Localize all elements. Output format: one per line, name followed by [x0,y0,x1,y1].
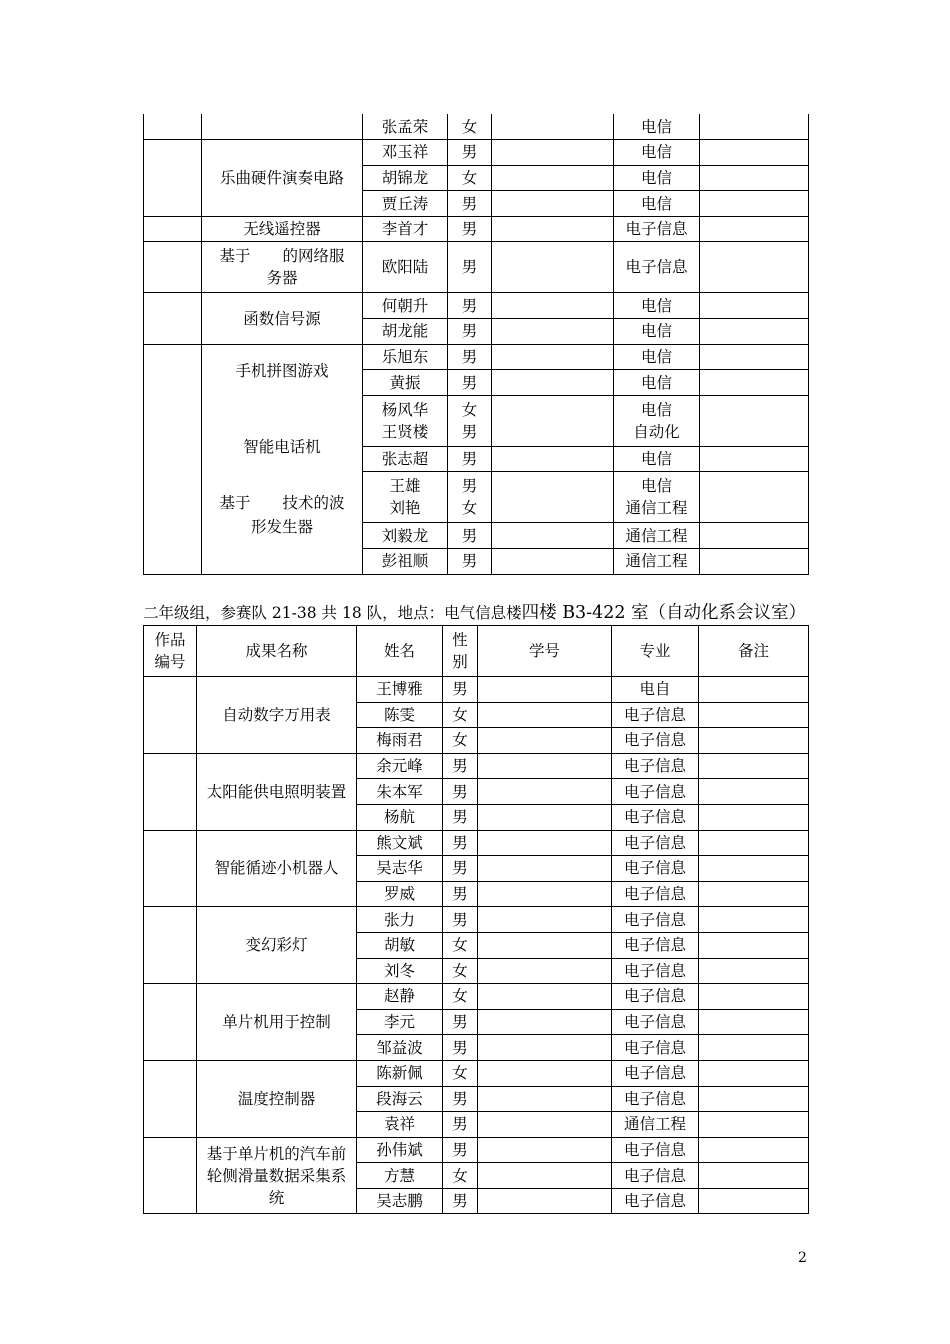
note-cell [699,1060,809,1086]
member-major: 电子信息 [614,216,700,242]
member-major: 电信 [614,319,700,345]
note-cell [699,1009,809,1035]
student-id-cell [492,549,614,575]
work-title: 函数信号源 [202,293,363,344]
member-gender-line: 男 [461,422,478,441]
member-major: 电信 [614,446,700,472]
member-gender: 男 [443,1086,478,1112]
table-row [144,216,809,242]
work-title: 手机拼图游戏 [235,361,329,380]
header-line: 作品 [154,631,186,649]
member-name: 方慧 [357,1163,443,1189]
member-name: 王博雅 [357,677,443,703]
member-gender-line: 女 [461,499,478,518]
work-id-cell [144,140,202,217]
note-cell [700,523,809,549]
member-name: 吴志华 [357,856,443,882]
member-name-line: 杨风华 [381,400,429,419]
student-id-cell [492,140,614,166]
member-gender: 男 [448,191,492,217]
member-major: 电子信息 [612,779,699,805]
member-gender: 男 [443,1112,478,1138]
member-name: 贾丘涛 [363,191,448,217]
header-line: 性 [452,631,468,649]
member-name: 朱本军 [357,779,443,805]
note-cell [700,293,809,319]
note-cell [699,1137,809,1163]
member-name-line: 王贤楼 [381,422,429,441]
header-line: 别 [452,653,468,671]
member-name-line: 王雄 [389,477,421,496]
member-name: 何朝升 [363,293,448,319]
header-student-id: 学号 [478,626,612,677]
note-cell [700,549,809,575]
member-major: 电信 [614,370,700,396]
member-gender: 女 [443,984,478,1010]
member-major: 电子信息 [612,1086,699,1112]
student-id-cell [492,293,614,319]
note-cell [699,702,809,728]
member-name: 李元 [357,1009,443,1035]
member-gender-line: 女 [461,400,478,419]
table-row [144,242,809,293]
student-id-cell [478,932,612,958]
member-gender: 男 [443,1009,478,1035]
member-major: 电子信息 [612,1137,699,1163]
student-id-cell [478,856,612,882]
work-id-cell [144,216,202,242]
student-id-cell [492,395,614,446]
work-id-cell [144,1060,197,1137]
work-id-cell [144,830,197,907]
member-gender: 男 [443,804,478,830]
section-caption [143,599,806,624]
caption-part: 二年级组，参赛队 21-38 共 18 队，地点：电气信息楼 [143,604,522,622]
member-name: 梅雨君 [357,728,443,754]
member-gender: 男 [448,319,492,345]
member-name: 刘毅龙 [363,523,448,549]
member-gender: 女 [443,728,478,754]
member-name: 张志超 [363,446,448,472]
work-title: 智能循迹小机器人 [197,830,357,907]
member-major [614,395,700,446]
member-major: 通信工程 [614,523,700,549]
student-id-cell [478,779,612,805]
member-name [363,395,448,446]
member-major-line: 通信工程 [625,499,688,518]
table-row [144,344,809,370]
member-gender: 男 [443,1035,478,1061]
note-cell [699,881,809,907]
table-row [144,907,809,933]
student-id-cell [478,1137,612,1163]
member-major-line: 电信 [640,477,672,496]
member-gender: 男 [448,523,492,549]
member-name: 余元峰 [357,753,443,779]
member-name: 孙伟斌 [357,1137,443,1163]
member-name: 杨航 [357,804,443,830]
note-cell [700,191,809,217]
member-name: 黄振 [363,370,448,396]
work-title-part: 务器 [266,269,298,288]
student-id-cell [492,114,614,140]
member-major-line: 电信 [640,400,672,419]
work-title-part: 基于 [219,247,251,266]
student-id-cell [492,370,614,396]
member-name: 熊文斌 [357,830,443,856]
member-major: 电子信息 [612,753,699,779]
student-id-cell [492,165,614,191]
member-gender: 男 [443,856,478,882]
table-row [144,1060,809,1086]
student-id-cell [478,984,612,1010]
student-id-cell [478,1060,612,1086]
member-gender-line: 男 [461,477,478,496]
member-gender: 女 [443,1163,478,1189]
member-major: 电子信息 [612,702,699,728]
member-name: 彭祖顺 [363,549,448,575]
member-gender: 男 [448,242,492,293]
work-id-cell [144,1137,197,1214]
work-title: 乐曲硬件演奏电路 [202,140,363,217]
student-id-cell [478,881,612,907]
student-id-cell [478,1163,612,1189]
student-id-cell [478,1009,612,1035]
student-id-cell [478,907,612,933]
member-name: 张力 [357,907,443,933]
member-gender: 男 [448,370,492,396]
member-major: 电子信息 [612,1009,699,1035]
member-name: 邹益波 [357,1035,443,1061]
table-row [144,293,809,319]
member-name: 胡锦龙 [363,165,448,191]
member-gender: 女 [443,702,478,728]
work-title: 变幻彩灯 [197,907,357,984]
work-id-cell [144,984,197,1061]
member-major: 通信工程 [612,1112,699,1138]
member-major: 电子信息 [612,728,699,754]
member-name: 胡龙能 [363,319,448,345]
note-cell [699,1035,809,1061]
work-title: 智能电话机 [243,437,321,456]
member-major: 电自 [612,677,699,703]
student-id-cell [478,728,612,754]
member-major: 电信 [614,140,700,166]
member-name: 袁祥 [357,1112,443,1138]
student-id-cell [492,472,614,523]
table-row [144,753,809,779]
work-title-part: 的网络服 [282,247,345,266]
member-name: 李首才 [363,216,448,242]
member-name-line: 刘艳 [389,499,421,518]
work-title: 温度控制器 [197,1060,357,1137]
student-id-cell [478,830,612,856]
member-major: 电信 [614,191,700,217]
header-title: 成果名称 [197,626,357,677]
work-title-part: 基于 [219,493,251,512]
member-major: 电信 [614,165,700,191]
work-title-part: 技术的波 [282,493,345,512]
student-id-cell [478,1086,612,1112]
note-cell [699,830,809,856]
member-gender: 男 [443,907,478,933]
member-name: 邓玉祥 [363,140,448,166]
header-line: 编号 [154,653,186,671]
work-title: 单片机用于控制 [197,984,357,1061]
student-id-cell [478,804,612,830]
student-id-cell [492,446,614,472]
student-id-cell [478,753,612,779]
student-id-cell [478,702,612,728]
note-cell [700,216,809,242]
table-row [144,830,809,856]
team-table-grade2 [143,625,809,1214]
member-name: 赵静 [357,984,443,1010]
team-table-continued [143,114,809,575]
header-work-id [144,626,197,677]
member-major: 电子信息 [612,804,699,830]
table-row [144,677,809,703]
table-row [144,114,809,140]
note-cell [700,319,809,345]
member-name [363,472,448,523]
member-gender: 女 [443,932,478,958]
member-major [614,472,700,523]
member-major: 电信 [614,293,700,319]
student-id-cell [478,677,612,703]
member-major: 电子信息 [612,1035,699,1061]
work-title: 基于单片机的汽车前轮侧滑量数据采集系统 [197,1137,357,1214]
student-id-cell [478,958,612,984]
member-major-line: 自动化 [633,422,680,441]
work-title: 无线遥控器 [202,216,363,242]
member-gender: 男 [448,293,492,319]
note-cell [699,958,809,984]
member-gender: 男 [448,344,492,370]
member-major: 电信 [614,114,700,140]
note-cell [700,242,809,293]
member-name: 张孟荣 [363,114,448,140]
student-id-cell [478,1035,612,1061]
note-cell [699,1188,809,1214]
table-row [144,1137,809,1163]
table-header-row [144,626,809,677]
table-row [144,140,809,166]
work-title-merged [202,344,363,574]
member-major: 电子信息 [612,932,699,958]
member-gender: 男 [448,216,492,242]
member-major: 电子信息 [612,1188,699,1214]
member-major: 电子信息 [612,1163,699,1189]
note-cell [699,907,809,933]
member-gender [448,472,492,523]
member-name: 吴志鹏 [357,1188,443,1214]
header-gender [443,626,478,677]
student-id-cell [492,216,614,242]
header-note: 备注 [699,626,809,677]
student-id-cell [492,344,614,370]
student-id-cell [478,1112,612,1138]
student-id-cell [492,523,614,549]
note-cell [700,344,809,370]
member-major: 电子信息 [612,907,699,933]
member-gender: 女 [448,114,492,140]
member-name: 胡敏 [357,932,443,958]
member-gender [448,395,492,446]
member-name: 陈新佩 [357,1060,443,1086]
work-id-cell [144,242,202,293]
member-major: 电信 [614,344,700,370]
note-cell [699,1086,809,1112]
member-name: 刘冬 [357,958,443,984]
work-title-cell [202,114,363,140]
member-gender: 男 [448,549,492,575]
note-cell [699,932,809,958]
member-major: 电子信息 [614,242,700,293]
member-major: 电子信息 [612,856,699,882]
note-cell [699,779,809,805]
member-name: 乐旭东 [363,344,448,370]
member-major: 通信工程 [614,549,700,575]
student-id-cell [478,1188,612,1214]
member-major: 电子信息 [612,830,699,856]
work-title: 自动数字万用表 [197,677,357,754]
table-row [144,984,809,1010]
member-gender: 男 [443,779,478,805]
student-id-cell [492,319,614,345]
work-title-part: 形发生器 [250,517,313,536]
member-gender: 男 [443,881,478,907]
work-id-cell [144,677,197,754]
note-cell [699,753,809,779]
work-id-cell [144,293,202,344]
note-cell [699,1112,809,1138]
work-id-cell [144,114,202,140]
note-cell [699,728,809,754]
note-cell [700,114,809,140]
member-gender: 男 [443,677,478,703]
caption-part: 四楼 B3-422 室（自动化系会议室） [521,603,807,623]
note-cell [700,395,809,446]
member-major: 电子信息 [612,958,699,984]
member-gender: 男 [448,446,492,472]
work-id-cell [144,907,197,984]
member-gender: 男 [448,140,492,166]
member-gender: 女 [443,1060,478,1086]
member-gender: 男 [443,1137,478,1163]
work-title: 太阳能供电照明装置 [197,753,357,830]
member-name: 罗威 [357,881,443,907]
header-major: 专业 [612,626,699,677]
member-name: 陈雯 [357,702,443,728]
work-id-cell [144,344,202,574]
member-gender: 女 [448,165,492,191]
student-id-cell [492,191,614,217]
note-cell [699,677,809,703]
work-title [202,242,363,293]
note-cell [700,140,809,166]
member-name: 段海云 [357,1086,443,1112]
work-id-cell [144,753,197,830]
member-gender: 女 [443,958,478,984]
member-name: 欧阳陆 [363,242,448,293]
note-cell [700,446,809,472]
note-cell [699,1163,809,1189]
member-major: 电子信息 [612,1060,699,1086]
member-gender: 男 [443,1188,478,1214]
note-cell [699,856,809,882]
note-cell [699,804,809,830]
note-cell [700,472,809,523]
member-major: 电子信息 [612,984,699,1010]
note-cell [700,165,809,191]
member-gender: 男 [443,753,478,779]
student-id-cell [492,242,614,293]
note-cell [700,370,809,396]
note-cell [699,984,809,1010]
member-gender: 男 [443,830,478,856]
page-number: 2 [798,1250,807,1266]
member-major: 电子信息 [612,881,699,907]
header-name: 姓名 [357,626,443,677]
